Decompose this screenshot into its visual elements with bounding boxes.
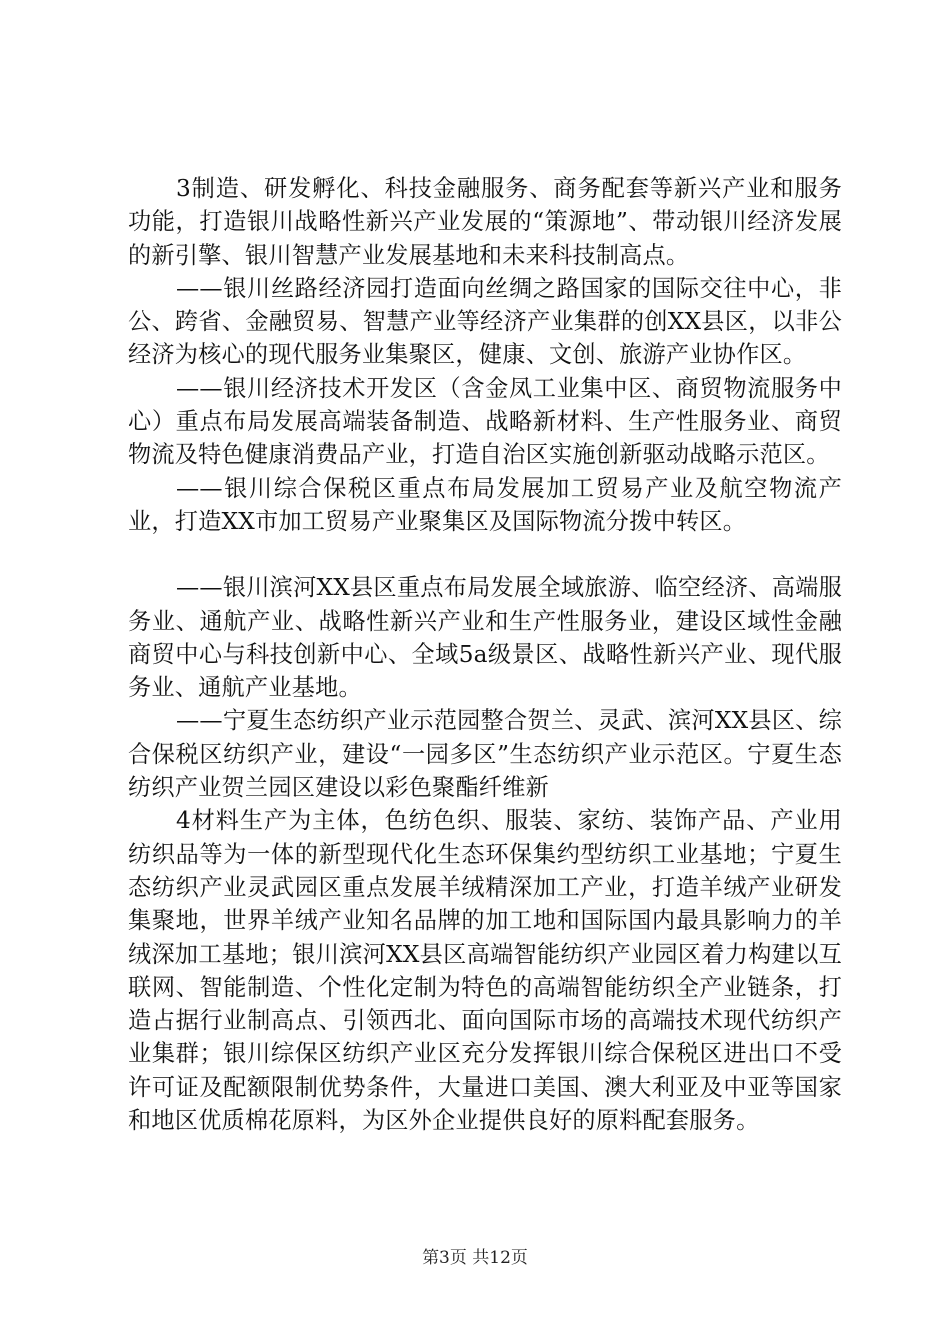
paragraph: 3制造、研发孵化、科技金融服务、商务配套等新兴产业和服务功能，打造银川战略性新兴产业发展的“策源地”、带动银川经济发展的新引擎、银川智慧产业发展基地和未来科技制高点。 — [128, 175, 842, 269]
paragraph: ——银川滨河XX县区重点布局发展全域旅游、临空经济、高端服务业、通航产业、战略性新兴产业和生产性服务业，建设区域性金融商贸中心与科技创新中心、全域5a级景区、战略性新兴产业、现代服务业、通航产业基地。 — [128, 574, 842, 702]
paragraph: ——银川经济技术开发区（含金凤工业集中区、商贸物流服务中心）重点布局发展高端装备制造、战略新材料、生产性服务业、商贸物流及特色健康消费品产业，打造自治区实施创新驱动战略示范区。 — [128, 374, 842, 469]
paragraph: ——宁夏生态纺织产业示范园整合贺兰、灵武、滨河XX县区、综合保税区纺织产业，建设“一园多区”生态纺织产业示范区。宁夏生态纺织产业贺兰园区建设以彩色聚酯纤维新 — [128, 707, 842, 802]
paragraph: ——银川丝路经济园打造面向丝绸之路国家的国际交往中心，非公、跨省、金融贸易、智慧产业等经济产业集群的创XX县区，以非公经济为核心的现代服务业集聚区，健康、文创、旅游产业协作区。 — [128, 274, 842, 369]
page-number-footer: 第3页 共12页 — [422, 1248, 528, 1268]
paragraph: 4材料生产为主体，色纺色织、服装、家纺、装饰产品、产业用纺织品等为一体的新型现代化生态环保集约型纺织工业基地；宁夏生态纺织产业灵武园区重点发展羊绒精深加工产业，打造羊绒产业研发集聚地，世界羊绒产业知名品牌的加工地和国际国内最具影响力的羊绒深加工基地；银川滨河XX县区高端智能纺织产业园区着力构建以互联网、智能制造、个性化定制为特色的高端智能纺织全产业链条，打造占据行业制高点、引领西北、面向国际市场的高端技术现代纺织产业集群；银川综保区纺织产业区充分发挥银川综合保税区进出口不受许可证及配额限制优势条件，大量进口美国、澳大利亚及中亚等国家和地区优质棉花原料，为区外企业提供良好的原料配套服务。 — [128, 807, 842, 1135]
paragraph: ——银川综合保税区重点布局发展加工贸易产业及航空物流产业，打造XX市加工贸易产业聚集区及国际物流分拨中转区。 — [128, 474, 842, 535]
document-body — [128, 172, 842, 1137]
